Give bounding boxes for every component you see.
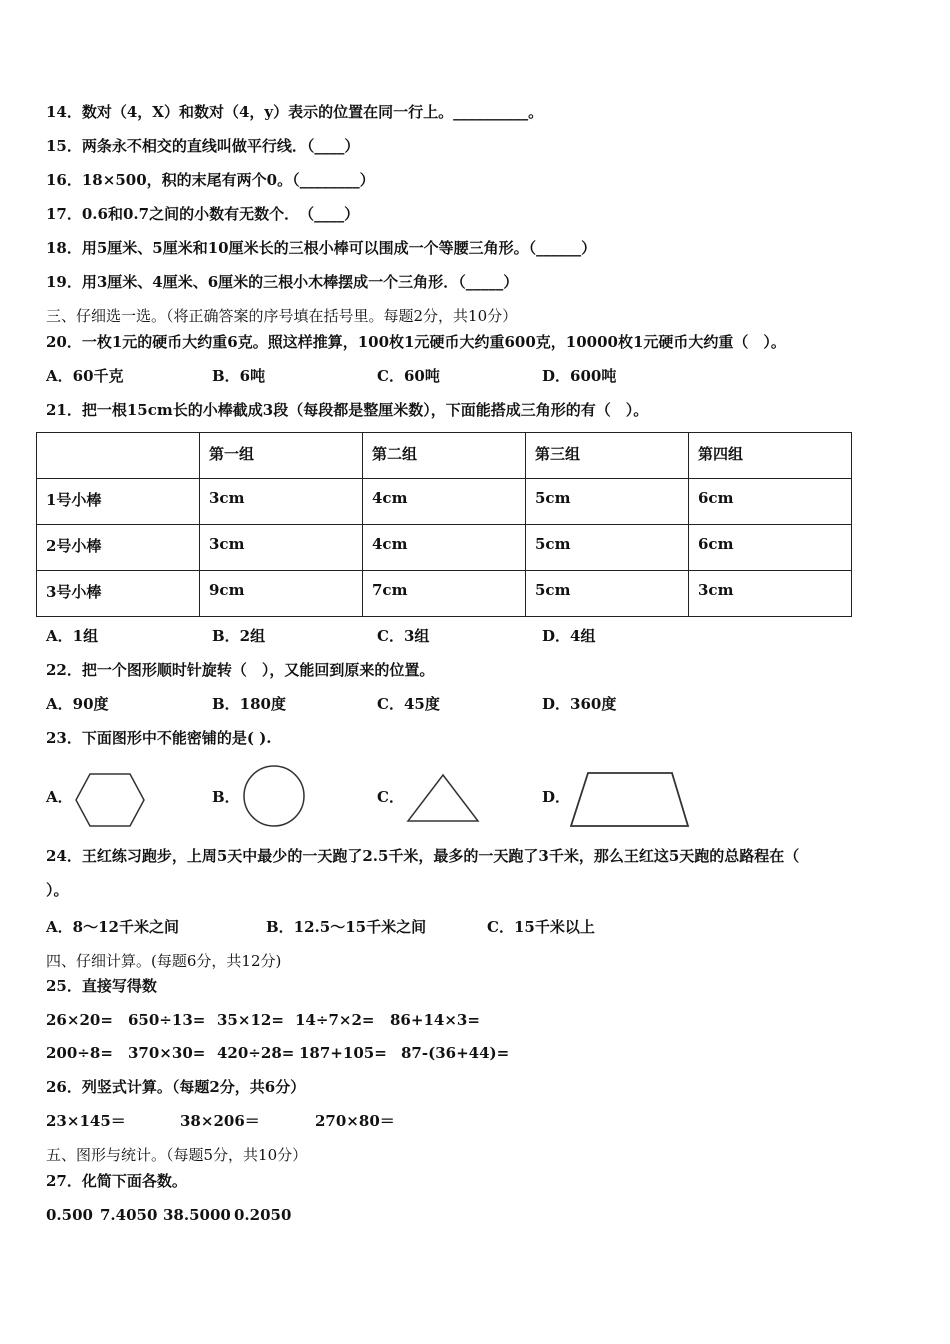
number-item: 38.5000 (163, 1206, 231, 1224)
section-5-heading: 五、图形与统计。（每题5分，共10分） (46, 1146, 308, 1164)
table-cell: 7cm (363, 571, 526, 617)
sticks-table (36, 432, 852, 617)
section-4-heading: 四、仔细计算。(每题6分，共12分) (46, 952, 282, 970)
q21-option-c: C．3组 (377, 627, 430, 645)
question-23: 23．下面图形中不能密铺的是( ). (46, 729, 272, 747)
trapezoid-shape (568, 770, 692, 830)
table-cell: 3cm (689, 571, 852, 617)
table-header-row (37, 433, 852, 479)
question-21: 21．把一根15cm长的小棒截成3段（每段都是整厘米数），下面能搭成三角形的有（ ）。 (46, 401, 649, 419)
q23-option-d: D． (542, 788, 571, 806)
table-cell (37, 433, 200, 479)
question-25: 25．直接写得数 (46, 977, 157, 995)
calc-item: 26×20= (46, 1011, 113, 1029)
q24-option-c: C．15千米以上 (487, 918, 595, 936)
table-row (37, 479, 852, 525)
question-16: 16．18×500，积的末尾有两个0。（________） (46, 171, 375, 189)
q21-option-b: B．2组 (212, 627, 266, 645)
question-18: 18．用5厘米、5厘米和10厘米长的三根小棒可以围成一个等腰三角形。（______） (46, 239, 597, 257)
q23-option-b: B． (212, 788, 240, 806)
number-item: 0.500 (46, 1206, 93, 1224)
q24-option-a: A．8～12千米之间 (46, 918, 179, 936)
question-15: 15．两条永不相交的直线叫做平行线．（____） (46, 137, 360, 155)
q20-option-d: D．600吨 (542, 367, 617, 385)
hexagon-shape (74, 772, 146, 828)
question-27: 27．化简下面各数。 (46, 1172, 187, 1190)
question-19: 19．用3厘米、4厘米、6厘米的三根小木棒摆成一个三角形．（_____） (46, 273, 519, 291)
calc-item: 650÷13= (128, 1011, 206, 1029)
table-cell: 第二组 (363, 433, 526, 479)
q21-option-d: D．4组 (542, 627, 596, 645)
q22-option-b: B．180度 (212, 695, 286, 713)
q20-option-c: C．60吨 (377, 367, 440, 385)
q23-option-a: A． (46, 788, 73, 806)
table-row (37, 571, 852, 617)
table-cell: 9cm (200, 571, 363, 617)
table-cell: 5cm (526, 479, 689, 525)
calc-item: 86+14×3= (390, 1011, 480, 1029)
q20-option-a: A．60千克 (46, 367, 124, 385)
calc-item: 420÷28= (217, 1044, 295, 1062)
q22-option-a: A．90度 (46, 695, 109, 713)
table-cell: 3cm (200, 525, 363, 571)
number-item: 7.4050 (100, 1206, 158, 1224)
table-cell: 2号小棒 (37, 525, 200, 571)
question-26: 26．列竖式计算。（每题2分，共6分） (46, 1078, 306, 1096)
calc-item: 35×12= (217, 1011, 284, 1029)
table-cell: 第三组 (526, 433, 689, 479)
q21-option-a: A．1组 (46, 627, 99, 645)
calc-item: 200÷8= (46, 1044, 113, 1062)
calc-item: 23×145＝ (46, 1112, 126, 1130)
question-17: 17．0.6和0.7之间的小数有无数个． （____） (46, 205, 360, 223)
table-cell: 3号小棒 (37, 571, 200, 617)
table-cell: 第四组 (689, 433, 852, 479)
table-cell: 4cm (363, 479, 526, 525)
question-22: 22．把一个图形顺时针旋转（ ），又能回到原来的位置。 (46, 661, 435, 679)
calc-item: 187+105= (299, 1044, 387, 1062)
question-20: 20．一枚1元的硬币大约重6克。照这样推算，100枚1元硬币大约重600克，10000枚1元硬币大约重（ ）。 (46, 333, 786, 351)
q23-option-c: C． (377, 788, 404, 806)
table-cell: 6cm (689, 525, 852, 571)
table-cell: 4cm (363, 525, 526, 571)
table-row (37, 525, 852, 571)
table-cell: 1号小棒 (37, 479, 200, 525)
calc-item: 270×80＝ (315, 1112, 395, 1130)
question-14: 14．数对（4，X）和数对（4，y）表示的位置在同一行上。__________。 (46, 103, 544, 121)
table-cell: 6cm (689, 479, 852, 525)
number-item: 0.2050 (234, 1206, 292, 1224)
q24-option-b: B．12.5～15千米之间 (266, 918, 427, 936)
triangle-shape (406, 773, 480, 823)
circle-shape (241, 762, 307, 830)
calc-item: 87-(36+44)= (401, 1044, 510, 1062)
section-3-heading: 三、仔细选一选。（将正确答案的序号填在括号里。每题2分，共10分） (46, 307, 518, 325)
table-cell: 第一组 (200, 433, 363, 479)
q22-option-d: D．360度 (542, 695, 617, 713)
q20-option-b: B．6吨 (212, 367, 266, 385)
table-cell: 5cm (526, 525, 689, 571)
question-24-end: ）。 (46, 881, 69, 899)
q22-option-c: C．45度 (377, 695, 440, 713)
table-cell: 3cm (200, 479, 363, 525)
calc-item: 370×30= (128, 1044, 206, 1062)
calc-item: 14÷7×2= (295, 1011, 375, 1029)
question-24: 24．王红练习跑步，上周5天中最少的一天跑了2.5千米，最多的一天跑了3千米，那么王红这5天跑的总路程在（ (46, 847, 800, 865)
calc-item: 38×206＝ (180, 1112, 260, 1130)
table-cell: 5cm (526, 571, 689, 617)
